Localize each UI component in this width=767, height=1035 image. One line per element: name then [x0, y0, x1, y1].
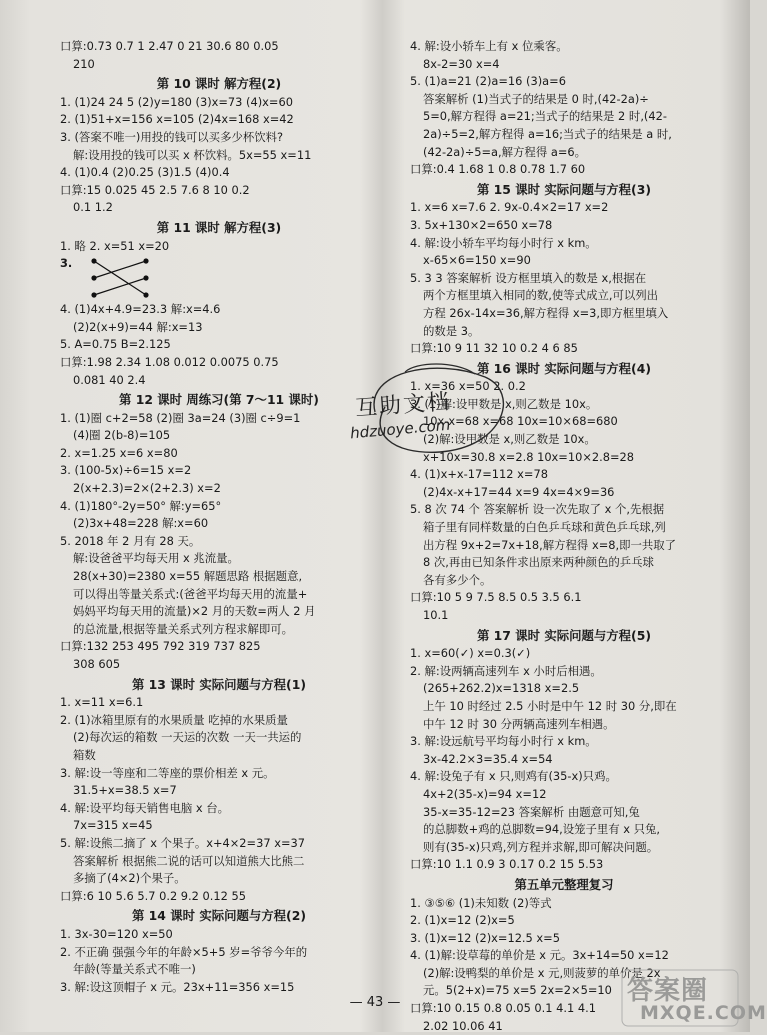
- answer-line: 3x-42.2×3=35.4 x=54: [423, 751, 553, 766]
- answer-line: 4. (1)180°-2y=50° 解:y=65°: [60, 498, 222, 513]
- answer-line: 3. 5x+130×2=650 x=78: [410, 217, 553, 232]
- answer-line: 2. 解:设两辆高速列车 x 小时后相遇。: [410, 663, 602, 678]
- answer-line: 解:设爸爸平均每天用 x 兆流量。: [73, 551, 239, 566]
- answer-line: 3. 解:设远航号平均每小时行 x km。: [410, 734, 597, 749]
- answer-line: 4. (1)解:设草莓的单价是 x 元。3x+14=50 x=12: [410, 948, 669, 963]
- answer-line: (2)3x+48=228 解:x=60: [73, 516, 209, 531]
- answer-line: 2. 不正确 强强今年的年龄×5+5 岁=爷爷今年的: [60, 944, 308, 959]
- answer-line: 3. (1)解:设甲数是 x,则乙数是 10x。: [410, 396, 598, 411]
- answer-line: 2.02 10.06 41: [423, 1018, 503, 1033]
- stamp-text: 互助文档: [354, 389, 452, 422]
- answer-line: (2)每次运的箱数 一天运的次数 一天一共运的: [73, 730, 302, 745]
- answer-line: 308 605: [73, 657, 121, 671]
- section-heading: 第 13 课时 实际问题与方程(1): [131, 676, 307, 692]
- answer-line: 5. 8 次 74 个 答案解析 设一次先取了 x 个,先根据: [410, 502, 665, 517]
- answer-line: 5. A=0.75 B=2.125: [60, 337, 171, 352]
- answer-line: 口算:1.98 2.34 1.08 0.012 0.0075 0.75: [60, 354, 279, 369]
- answer-line: 的总流量,根据等量关系式列方程求解即可。: [73, 621, 294, 636]
- answer-line: (42-2a)÷5=a,解方程得 a=6。: [423, 144, 587, 159]
- answer-line: 口算:10 1.1 0.9 3 0.17 0.2 15 5.53: [410, 857, 604, 872]
- section-heading: 第 17 课时 实际问题与方程(5): [476, 627, 652, 643]
- answer-line: 两个方框里填入相同的数,使等式成立,可以列出: [423, 288, 659, 303]
- answer-line: 口算:0.4 1.68 1 0.8 0.78 1.7 60: [410, 162, 586, 177]
- answer-line: 3. (100-5x)÷6=15 x=2: [60, 463, 192, 478]
- answer-line: 35-x=35-12=23 答案解析 由题意可知,兔: [423, 804, 640, 819]
- answer-line: (265+262.2)x=1318 x=2.5: [423, 681, 580, 696]
- answer-line: 出方程 9x+2=7x+18,解方程得 x=8,即一共取了: [423, 537, 677, 552]
- answer-line: 1. x=6 x=7.6 2. 9x-0.4×2=17 x=2: [410, 200, 609, 215]
- answer-line: 31.5+x=38.5 x=7: [73, 783, 177, 798]
- section-heading: 第 16 课时 实际问题与方程(4): [476, 360, 652, 376]
- answer-line: 4. (1)x+x-17=112 x=78: [410, 467, 548, 482]
- answer-line: 2. (1)51+x=156 x=105 (2)4x=168 x=42: [60, 112, 294, 127]
- answer-line: 3. 解:设一等座和二等座的票价相差 x 元。: [60, 765, 275, 780]
- answer-line: x-65×6=150 x=90: [423, 253, 531, 268]
- section-heading: 第 14 课时 实际问题与方程(2): [131, 908, 307, 924]
- answer-line: 5. (1)a=21 (2)a=16 (3)a=6: [410, 74, 566, 89]
- answer-line: 箱子里有同样数量的白色乒乓球和黄色乒乓球,列: [423, 520, 666, 535]
- answer-line: 年龄(等量关系式不唯一): [73, 962, 196, 977]
- answer-line: (4)圈 2(b-8)=105: [73, 428, 171, 443]
- answer-line: 口算:132 253 495 792 319 737 825: [60, 639, 261, 654]
- answer-line: 4. 解:设兔子有 x 只,则鸡有(35-x)只鸡。: [410, 769, 617, 784]
- answer-line: 方程 26x-14x=36,解方程得 x=3,即方框里填入: [423, 305, 669, 320]
- answer-line: (2)4x-x+17=44 x=9 4x=4×9=36: [423, 484, 615, 499]
- answer-line: 4. 解:设小轿车上有 x 位乘客。: [410, 39, 568, 53]
- answer-line: 4x+2(35-x)=94 x=12: [423, 786, 547, 801]
- answer-line: 0.1 1.2: [73, 200, 113, 215]
- answer-line: 1. x=36 x=50 2. 0.2: [410, 379, 526, 394]
- answer-line: 口算:10 5 9 7.5 8.5 0.5 3.5 6.1: [410, 590, 582, 605]
- answer-line: 口算:10 9 11 32 10 0.2 4 6 85: [410, 341, 578, 356]
- answer-line: 1. x=60(✓) x=0.3(✓): [410, 646, 531, 661]
- answer-line: x+10x=30.8 x=2.8 10x=10×2.8=28: [423, 449, 635, 464]
- answer-line: 8 次,再由已知条件求出原来两种颜色的乒乓球: [423, 555, 654, 570]
- answer-line: 3. (答案不唯一)用投的钱可以买多少杯饮料?: [60, 129, 284, 144]
- question-label: 3.: [60, 256, 73, 271]
- answer-line: 5. 2018 年 2 月有 28 天。: [60, 533, 201, 548]
- answer-line: 答案解析 (1)当式子的结果是 0 时,(42-2a)÷: [423, 91, 649, 106]
- answer-line: 可以得出等量关系式:(爸爸平均每天用的流量+: [73, 586, 308, 601]
- answer-line: 5. 3 3 答案解析 设方框里填入的数是 x,根据在: [410, 270, 647, 285]
- answer-line: 1. (1)圈 c+2=58 (2)圈 3a=24 (3)圈 c÷9=1: [60, 410, 301, 425]
- answer-line: 解:设用投的钱可以买 x 杯饮料。5x=55 x=11: [73, 147, 312, 162]
- answer-line: 中午 12 时 30 分两辆高速列车相遇。: [423, 716, 615, 731]
- answer-line: 2. (1)冰箱里原有的水果质量 吃掉的水果质量: [60, 712, 288, 727]
- answer-line: 4. (1)4x+4.9=23.3 解:x=4.6: [60, 302, 221, 317]
- answer-line: 的数是 3。: [423, 323, 480, 338]
- answer-line: 7x=315 x=45: [73, 818, 153, 833]
- answer-line: 箱数: [73, 747, 96, 762]
- matching-lines-figure: [60, 255, 378, 301]
- answer-line: 口算:0.73 0.7 1 2.47 0 21 30.6 80 0.05: [60, 39, 279, 53]
- answer-line: 2. x=1.25 x=6 x=80: [60, 445, 178, 460]
- answer-line: 2. (1)x=12 (2)x=5: [410, 913, 515, 928]
- right-column: [410, 38, 718, 1035]
- answer-line: 28(x+30)=2380 x=55 解题思路 根据题意,: [73, 569, 303, 584]
- answer-line: 3. 解:设这顶帽子 x 元。23x+11=356 x=15: [60, 979, 295, 994]
- answer-line: 8x-2=30 x=4: [423, 56, 500, 71]
- answer-line: 的总脚数+鸡的总脚数=94,设笼子里有 x 只兔,: [423, 822, 661, 837]
- answer-line: (2)2(x+9)=44 解:x=13: [73, 319, 203, 334]
- page-number: — 43 —: [349, 995, 401, 1010]
- answer-line: 1. ③⑤⑥ (1)未知数 (2)等式: [410, 895, 552, 910]
- answer-line: 3. (1)x=12 (2)x=12.5 x=5: [410, 930, 560, 945]
- answer-line: (2)解:设甲数是 x,则乙数是 10x。: [423, 432, 596, 447]
- section-heading: 第 15 课时 实际问题与方程(3): [476, 181, 652, 197]
- answer-line: 上午 10 时经过 2.5 小时是中午 12 时 30 分,即在: [423, 698, 677, 713]
- answer-line: 妈妈平均每天用的流量)×2 月的天数=两人 2 月: [73, 604, 316, 619]
- answer-line: 5=0,解方程得 a=21;当式子的结果是 2 时,(42-: [423, 109, 667, 124]
- answer-line: 5. 解:设熊二摘了 x 个果子。x+4×2=37 x=37: [60, 835, 305, 850]
- answer-line: 210: [73, 56, 95, 71]
- answer-line: 各有多少个。: [423, 572, 492, 587]
- answer-line: 4. 解:设平均每天销售电脑 x 台。: [60, 800, 229, 815]
- answer-line: 2a)÷5=2,解方程得 a=16;当式子的结果是 a 时,: [423, 126, 672, 141]
- answer-line: 10x-x=68 x=68 10x=10×68=680: [423, 414, 618, 429]
- answer-line: 1. (1)24 24 5 (2)y=180 (3)x=73 (4)x=60: [60, 94, 293, 109]
- answer-line: 1. 略 2. x=51 x=20: [60, 238, 170, 253]
- answer-line: 2(x+2.3)=2×(2+2.3) x=2: [73, 481, 221, 496]
- answer-line: 4. (1)0.4 (2)0.25 (3)1.5 (4)0.4: [60, 165, 230, 180]
- answer-line: 10.1: [423, 608, 449, 622]
- crossed-lines-diagram: [90, 255, 150, 301]
- answer-line: 1. x=11 x=6.1: [60, 695, 144, 710]
- section-heading: 第 12 课时 周练习(第 7～11 课时): [119, 392, 319, 408]
- answer-line: 口算:6 10 5.6 5.7 0.2 9.2 0.12 55: [60, 888, 247, 903]
- stamp-url: hdzuoye.com: [349, 415, 452, 443]
- answer-line: 元。5(2+x)=75 x=5 2x=2×5=10: [423, 983, 612, 998]
- answer-line: 4. 解:设小轿车平均每小时行 x km。: [410, 235, 597, 250]
- answer-line: 口算:15 0.025 45 2.5 7.6 8 10 0.2: [60, 182, 250, 197]
- answer-line: 1. 3x-30=120 x=50: [60, 926, 173, 941]
- section-heading: 第 10 课时 解方程(2): [156, 76, 282, 92]
- answer-line: 口算:10 0.15 0.8 0.05 0.1 4.1 4.1: [410, 1001, 597, 1016]
- answer-line: (2)解:设鸭梨的单价是 x 元,则菠萝的单价是 2x: [423, 965, 661, 980]
- section-heading: 第 11 课时 解方程(3): [156, 219, 282, 235]
- section-heading: 第五单元整理复习: [514, 876, 614, 892]
- left-column: [60, 38, 378, 996]
- watermark-text: 答案圈: [627, 976, 709, 1006]
- answer-line: 多摘了(4×2)个果子。: [73, 871, 186, 886]
- watermark-url: MXQE.COM: [640, 1002, 767, 1024]
- answer-line: 则有(35-x)只鸡,列方程并求解,即可解决问题。: [423, 839, 659, 854]
- answer-line: 答案解析 根据熊二说的话可以知道熊大比熊二: [73, 853, 305, 868]
- answer-line: 0.081 40 2.4: [73, 372, 146, 387]
